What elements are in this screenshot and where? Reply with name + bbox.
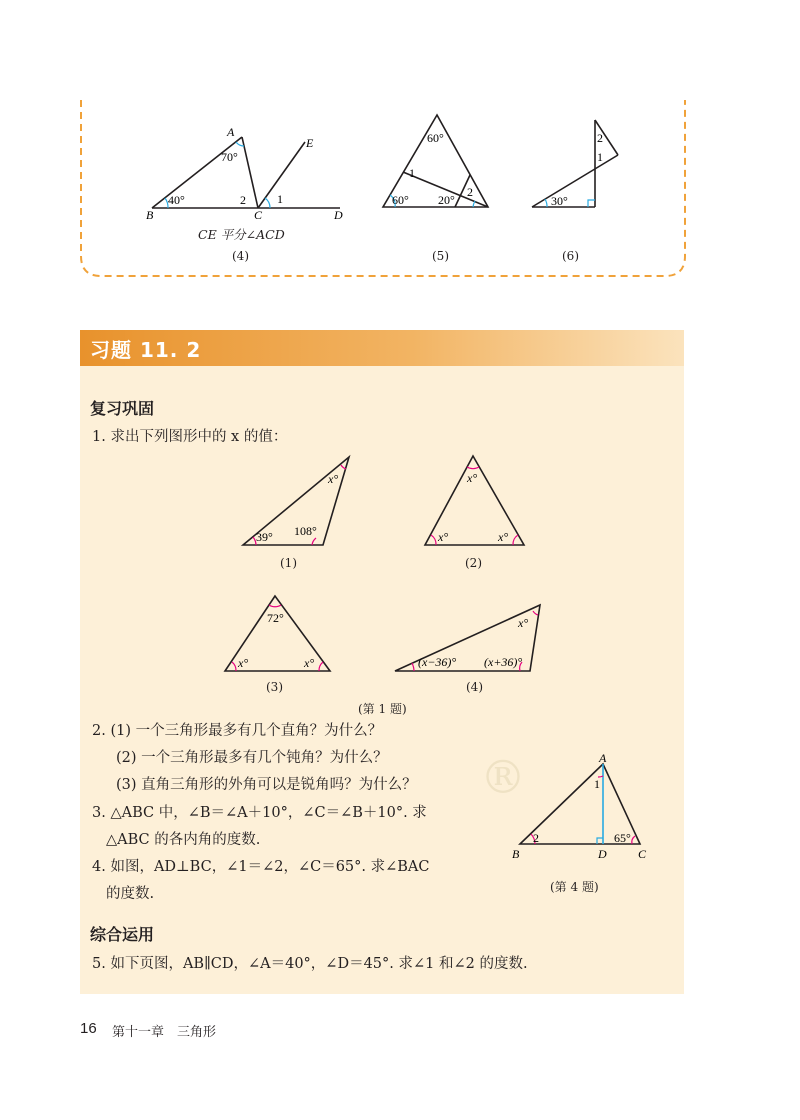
q1f1-caption: (1) (280, 556, 297, 570)
q4-figure (508, 750, 658, 868)
fig4-angle-b: 40° (168, 193, 185, 207)
fig6-caption: (6) (562, 249, 579, 263)
apply-heading: 综合运用 (90, 925, 155, 944)
q1f3-angle-left: x° (238, 656, 249, 670)
q1f3-angle-top: 72° (267, 611, 284, 625)
fig4-caption: (4) (232, 249, 249, 263)
q1-caption: (第 1 题) (358, 702, 407, 716)
fig4-label-a: A (227, 125, 235, 139)
q1f1-angle-c: x° (328, 472, 339, 486)
q1f4-angle-left: (x−36)° (418, 655, 457, 669)
exercise-header (80, 330, 684, 366)
fig4-label-c: C (254, 208, 263, 220)
question-2-2: (2) 一个三角形最多有几个钝角？为什么？ (116, 750, 388, 766)
figure-5 (375, 110, 500, 215)
review-heading: 复习巩固 (90, 399, 155, 418)
q1-figure-4 (392, 602, 542, 678)
fig4-label-b: B (146, 208, 154, 220)
question-3-line-2: △ABC 的各内角的度数. (106, 832, 261, 848)
fig4-angle-2: 2 (240, 193, 246, 207)
registered-mark: ® (480, 750, 526, 804)
chapter-title: 第十一章 三角形 (112, 1025, 217, 1040)
exercise-section (80, 330, 684, 994)
question-3-line-1: 3. △ABC 中，∠B＝∠A＋10°，∠C＝∠B＋10°. 求 (92, 805, 427, 821)
q1f2-angle-right: x° (498, 530, 509, 544)
fig5-angle-left: 60° (392, 193, 409, 207)
fig6-angle: 30° (551, 194, 568, 208)
q1-figure-1 (240, 454, 360, 550)
q4-mark-1: 1 (594, 777, 600, 791)
figure-6 (525, 115, 625, 215)
q4-angle-c: 65° (614, 831, 631, 845)
q1-figure-2 (420, 452, 530, 550)
q1f2-angle-top: x° (467, 471, 478, 485)
fig5-mark-1: 1 (409, 166, 415, 180)
q4-mark-2: 2 (533, 831, 539, 845)
q1f1-angle-b: 108° (294, 524, 317, 538)
fig5-angle-bottom: 20° (438, 193, 455, 207)
fig4-label-d: D (334, 208, 343, 220)
q4-label-c: C (638, 847, 647, 861)
q1f1-angle-a: 39° (256, 530, 273, 544)
q1f4-angle-top: x° (518, 616, 529, 630)
q4-label-d: D (598, 847, 607, 861)
q1f3-caption: (3) (266, 680, 283, 694)
fig5-mark-2: 2 (467, 185, 473, 199)
question-2-1: 2. (1) 一个三角形最多有几个直角？为什么？ (92, 723, 383, 739)
q1f4-angle-right: (x+36)° (484, 655, 523, 669)
q4-caption: (第 4 题) (550, 880, 599, 894)
question-5: 5. 如下页图，AB∥CD，∠A＝40°，∠D＝45°. 求∠1 和∠2 的度数. (92, 956, 528, 972)
q1f4-caption: (4) (466, 680, 483, 694)
q1f2-caption: (2) (465, 556, 482, 570)
figure-4 (140, 120, 360, 220)
fig4-label-e: E (306, 136, 314, 150)
question-1: 1. 求出下列图形中的 x 的值： (92, 429, 288, 445)
question-4-line-1: 4. 如图，AD⊥BC，∠1＝∠2，∠C＝65°. 求∠BAC (92, 859, 430, 875)
q4-label-b: B (512, 847, 520, 861)
page-number: 16 (80, 1020, 97, 1037)
fig4-angle-1: 1 (277, 192, 283, 206)
fig4-note: CE 平分∠ACD (198, 227, 285, 242)
exercise-title: 习题 11. 2 (90, 338, 202, 362)
q4-label-a: A (599, 751, 607, 765)
q1f2-angle-left: x° (438, 530, 449, 544)
question-4-line-2: 的度数. (106, 886, 155, 902)
fig5-caption: (5) (432, 249, 449, 263)
question-2-3: (3) 直角三角形的外角可以是锐角吗？为什么？ (116, 777, 417, 793)
fig6-mark-1: 1 (597, 150, 603, 164)
q1-figure-3 (222, 592, 334, 676)
fig6-mark-2: 2 (597, 131, 603, 145)
fig5-angle-top: 60° (427, 131, 444, 145)
q1f3-angle-right: x° (304, 656, 315, 670)
fig4-angle-a: 70° (221, 150, 238, 164)
